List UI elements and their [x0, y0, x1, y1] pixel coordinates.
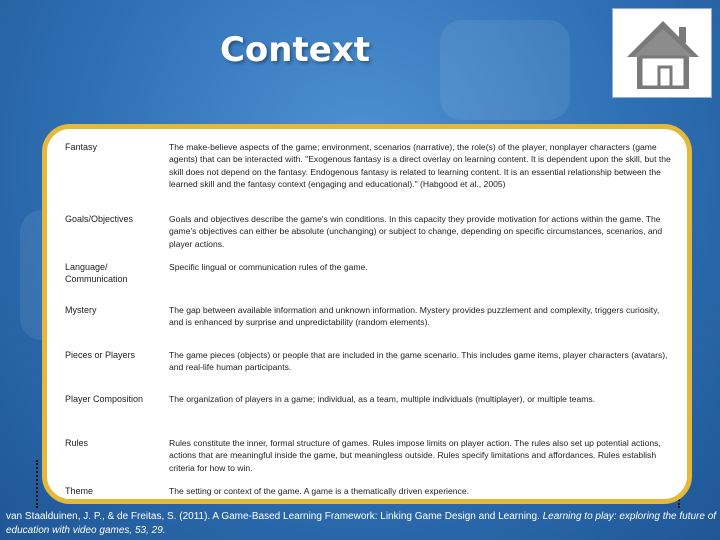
row-term: Player Composition: [65, 394, 144, 404]
row-term: Mystery: [65, 305, 97, 315]
row-term: Goals/Objectives: [65, 214, 134, 224]
row-description: Goals and objectives describe the game's win conditions. In this capacity they provide motivation for actions within the game. The game's objectives can either be absolute (unchanging) or subject to change, depending on specific circumstances, scenarios, and player actions.: [169, 214, 663, 249]
row-description: Specific lingual or communication rules of the game.: [169, 262, 368, 272]
row-term: Language/ Communication: [65, 262, 128, 284]
row-description: The organization of players in a game; individual, as a team, multiple individuals (multiplayer), or multiple teams.: [169, 394, 596, 404]
home-button[interactable]: [612, 8, 712, 98]
context-table: [42, 124, 692, 504]
citation-source: Learning to play: exploring the future of education with video games, 53, 29.: [6, 511, 717, 536]
left-dotted-marker: [36, 460, 40, 508]
home-icon: [623, 15, 703, 93]
row-description: The make-believe aspects of the game; environment, scenarios (narrative), the role(s) of the player, nonplayer characters (game agents) that can be interacted with. "Exogenous fantasy is a direct overlay on learning content. It is dependent upon the skill, but the skill does not depend on the fantasy. Endogenous fantasy is related to learning content. It is an essential relationship between the learned skill and the fantasy context (engaging and educational)." (Habgood et al., 2005): [169, 142, 671, 189]
row-description: The setting or context of the game. A game is a thematically driven experience.: [169, 486, 469, 496]
row-description: The gap between available information and unknown information. Mystery provides puzzlement and complexity, triggers curiosity, and is enhanced by surprise and unpredictability (random elements).: [169, 305, 660, 328]
row-term: Pieces or Players: [65, 350, 136, 360]
row-term: Rules: [65, 438, 89, 448]
slide-title: Context: [219, 30, 370, 70]
citation: [6, 510, 718, 538]
row-description: Rules constitute the inner, formal structure of games. Rules impose limits on player action. The rules also set up potential actions, actions that are meaningful inside the game, but meaningless outside. Rules specify limitations and affordances. Rules establish criteria for how to win.: [169, 438, 661, 473]
citation-text: van Staalduinen, J. P., & de Freitas, S. (2011). A Game-Based Learning Framework: Linking Game Design and Learning.: [6, 511, 540, 522]
row-term: Theme: [65, 486, 94, 496]
row-term: Fantasy: [65, 142, 98, 152]
row-description: The game pieces (objects) or people that are included in the game scenario. This includes game items, player characters (avatars), and real-life human participants.: [169, 350, 668, 373]
